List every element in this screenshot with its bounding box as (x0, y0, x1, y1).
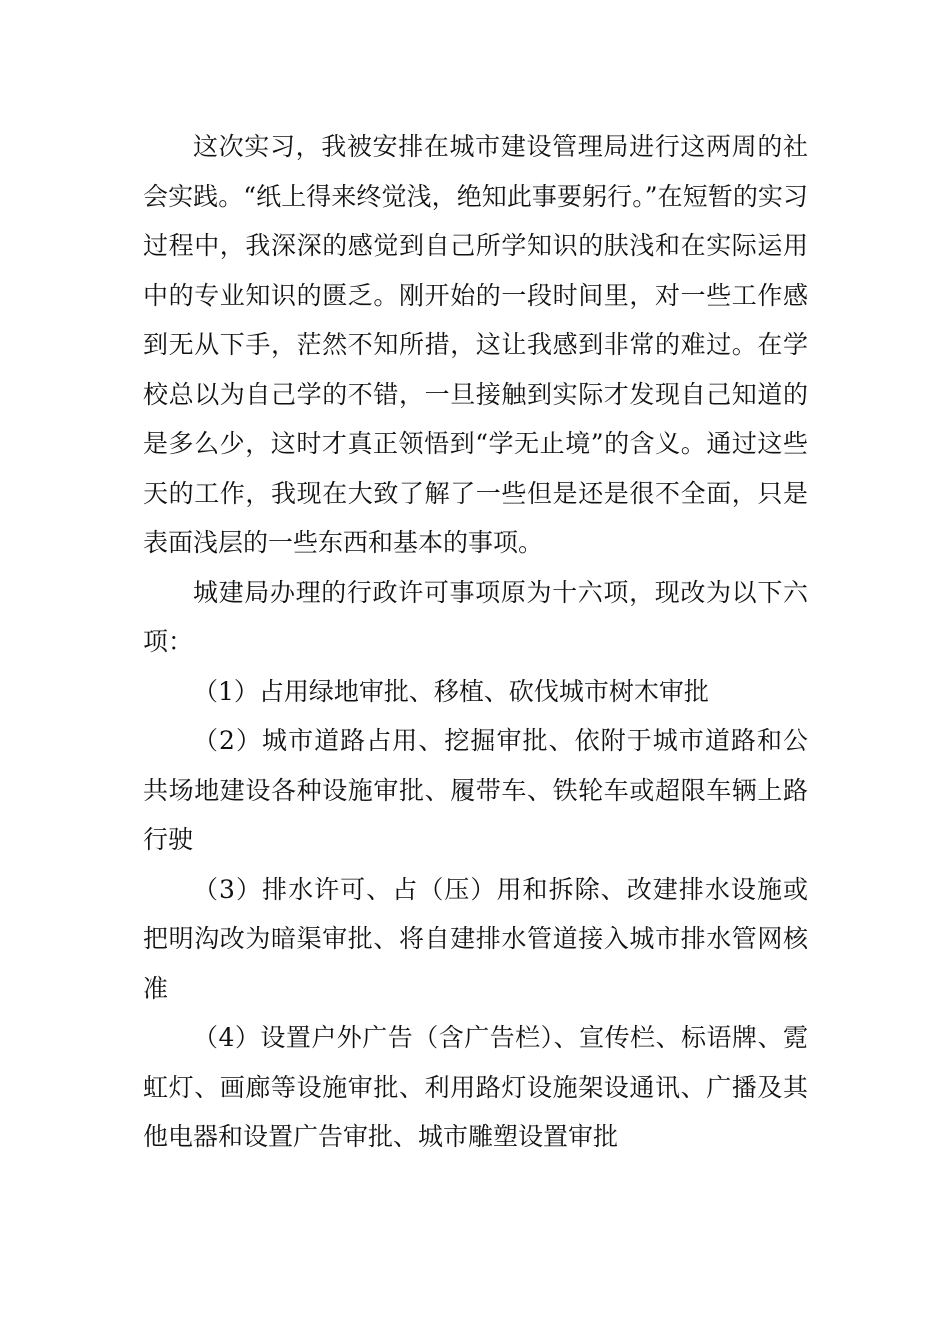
list-item-permit-2: （2）城市道路占用、挖掘审批、依附于城市道路和公共场地建设各种设施审批、履带车、铁轮车或超限车辆上路行驶 (143, 726, 808, 854)
list-item-permit-4: （4）设置户外广告（含广告栏）、宣传栏、标语牌、霓虹灯、画廊等设施审批、利用路灯设施架设通讯、广播及其他电器和设置广告审批、城市雕塑设置审批 (143, 1023, 808, 1151)
document-body (143, 122, 808, 1162)
paragraph-permit-summary: 城建局办理的行政许可事项原为十六项，现改为以下六项： (143, 577, 808, 656)
paragraph-internship-intro: 这次实习，我被安排在城市建设管理局进行这两周的社会实践。“纸上得来终觉浅，绝知此事要躬行。”在短暂的实习过程中，我深深的感觉到自己所学知识的肤浅和在实际运用中的专业知识的匮乏。刚开始的一段时间里，对一些工作感到无从下手，茫然不知所措，这让我感到非常的难过。在学校总以为自己学的不错，一旦接触到实际才发现自己知道的是多么少，这时才真正领悟到“学无止境”的含义。通过这些天的工作，我现在大致了解了一些但是还是很不全面，只是表面浅层的一些东西和基本的事项。 (143, 132, 808, 557)
list-item-permit-3: （3）排水许可、占（压）用和拆除、改建排水设施或把明沟改为暗渠审批、将自建排水管道接入城市排水管网核准 (143, 874, 808, 1003)
list-item-permit-1: （1）占用绿地审批、移植、砍伐城市树木审批 (193, 676, 709, 706)
